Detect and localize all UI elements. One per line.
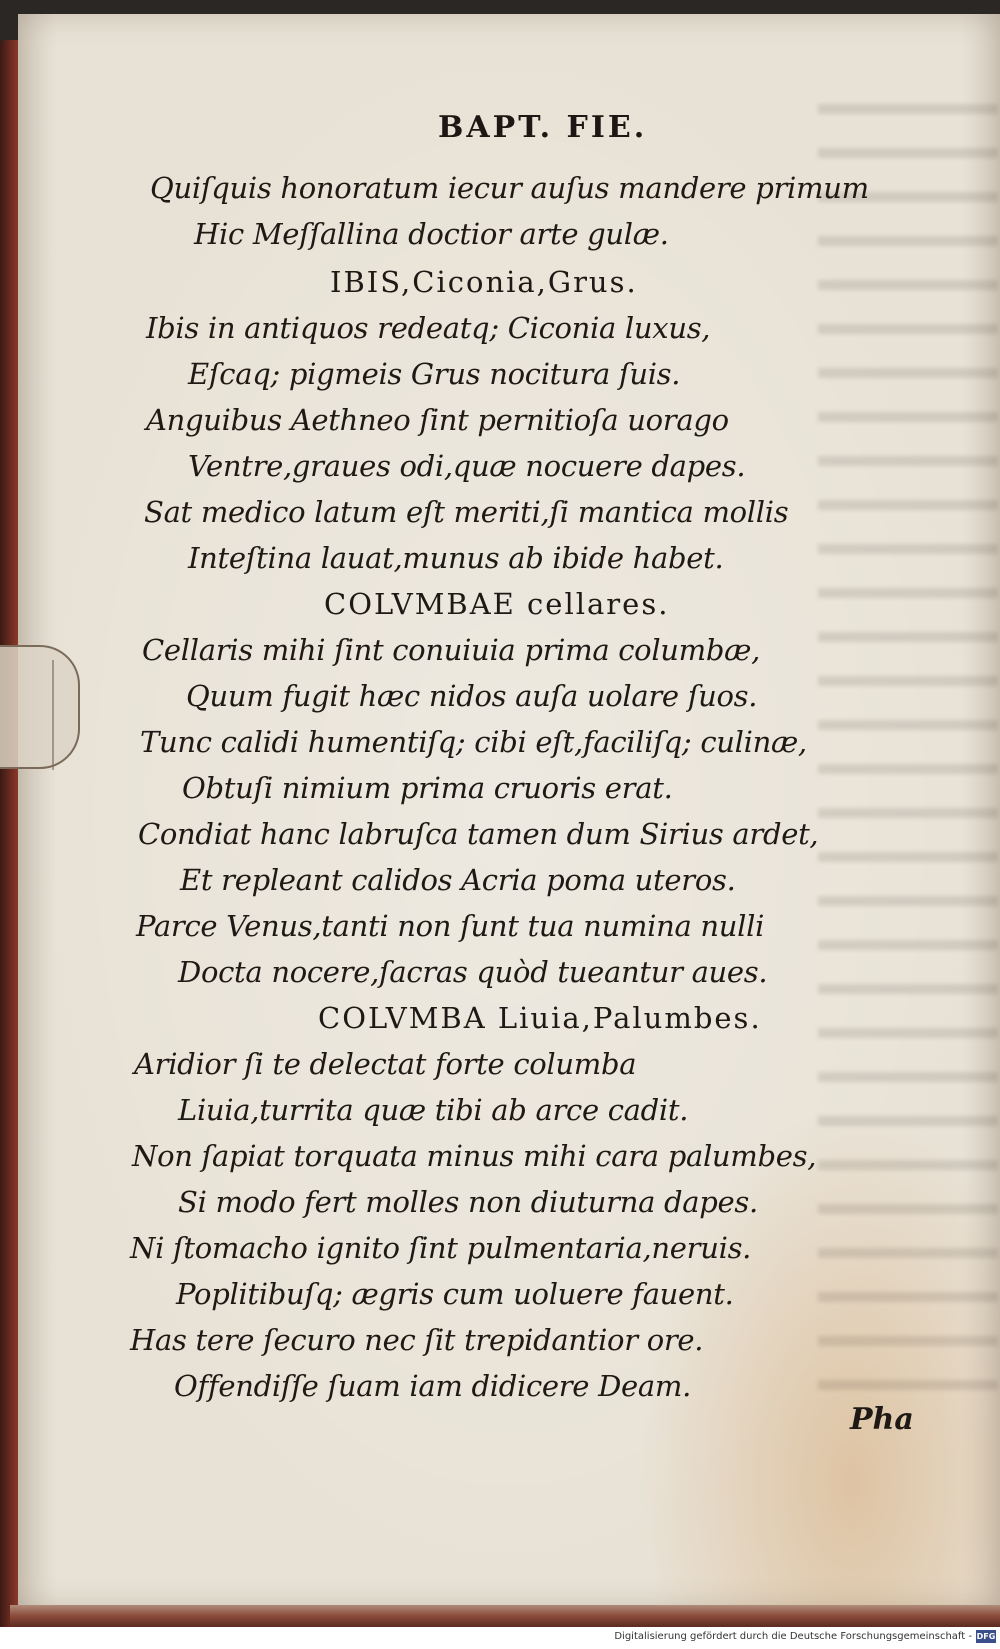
text-line: Hic Meſſallina doctior arte gulæ. bbox=[194, 217, 669, 251]
text-line: Tunc calidi humentiſq; cibi eſt,faciliſq; culinæ, bbox=[140, 725, 807, 759]
catchword: Pha bbox=[850, 1402, 914, 1437]
poem-text bbox=[18, 14, 1000, 1609]
text-line: Ni ſtomacho ignito ſint pulmentaria,neruis. bbox=[130, 1231, 752, 1265]
text-line: Si modo fert molles non diuturna dapes. bbox=[178, 1185, 758, 1219]
dfg-logo-icon: DFG bbox=[976, 1632, 996, 1641]
page-clip-fold bbox=[30, 660, 54, 770]
text-line: Quiſquis honoratum iecur auſus mandere primum bbox=[150, 171, 869, 205]
text-line: Aridior ſi te delectat forte columba bbox=[134, 1047, 637, 1081]
text-line: Anguibus Aethneo ſint pernitioſa uorago bbox=[146, 403, 729, 437]
text-line: Poplitibuſq; ægris cum uoluere fauent. bbox=[176, 1277, 734, 1311]
text-line: Offendiſſe ſuam iam didicere Deam. bbox=[174, 1369, 692, 1403]
text-line: Docta nocere,ſacras quòd tueantur aues. bbox=[178, 955, 768, 989]
text-line: Has tere ſecuro nec ſit trepidantior ore. bbox=[130, 1323, 704, 1357]
text-line: Inteſtina lauat,munus ab ibide habet. bbox=[188, 541, 724, 575]
funding-credit: Digitalisierung gefördert durch die Deutsche Forschungsgemeinschaft - bbox=[614, 1631, 972, 1642]
section-heading: COLVMBA Liuia,Palumbes. bbox=[318, 1001, 762, 1035]
section-heading: IBIS,Ciconia,Grus. bbox=[330, 265, 638, 299]
text-line: Eſcaq; pigmeis Grus nocitura ſuis. bbox=[188, 357, 681, 391]
text-line: Non ſapiat torquata minus mihi cara palumbes, bbox=[132, 1139, 817, 1173]
text-line: Condiat hanc labruſca tamen dum Sirius ardet, bbox=[138, 817, 819, 851]
running-head: BAPT. FIE. bbox=[438, 110, 648, 145]
text-line: Sat medico latum eſt meriti,ſi mantica mollis bbox=[144, 495, 789, 529]
text-line: Ibis in antiquos redeatq; Ciconia luxus, bbox=[146, 311, 711, 345]
text-line: Quum fugit hæc nidos auſa uolare ſuos. bbox=[186, 679, 758, 713]
text-line: Cellaris mihi ſint conuiuia prima columbæ, bbox=[142, 633, 761, 667]
section-heading: COLVMBAE cellares. bbox=[324, 587, 670, 621]
text-line: Liuia,turrita quæ tibi ab arce cadit. bbox=[178, 1093, 689, 1127]
text-line: Obtuſi nimium prima cruoris erat. bbox=[182, 771, 673, 805]
text-line: Ventre,graues odi,quæ nocuere dapes. bbox=[188, 449, 746, 483]
book-page bbox=[18, 14, 1000, 1609]
book-bottom-edge bbox=[10, 1605, 1000, 1627]
text-line: Parce Venus,tanti non ſunt tua numina nulli bbox=[136, 909, 765, 943]
text-line: Et repleant calidos Acria poma uteros. bbox=[180, 863, 736, 897]
